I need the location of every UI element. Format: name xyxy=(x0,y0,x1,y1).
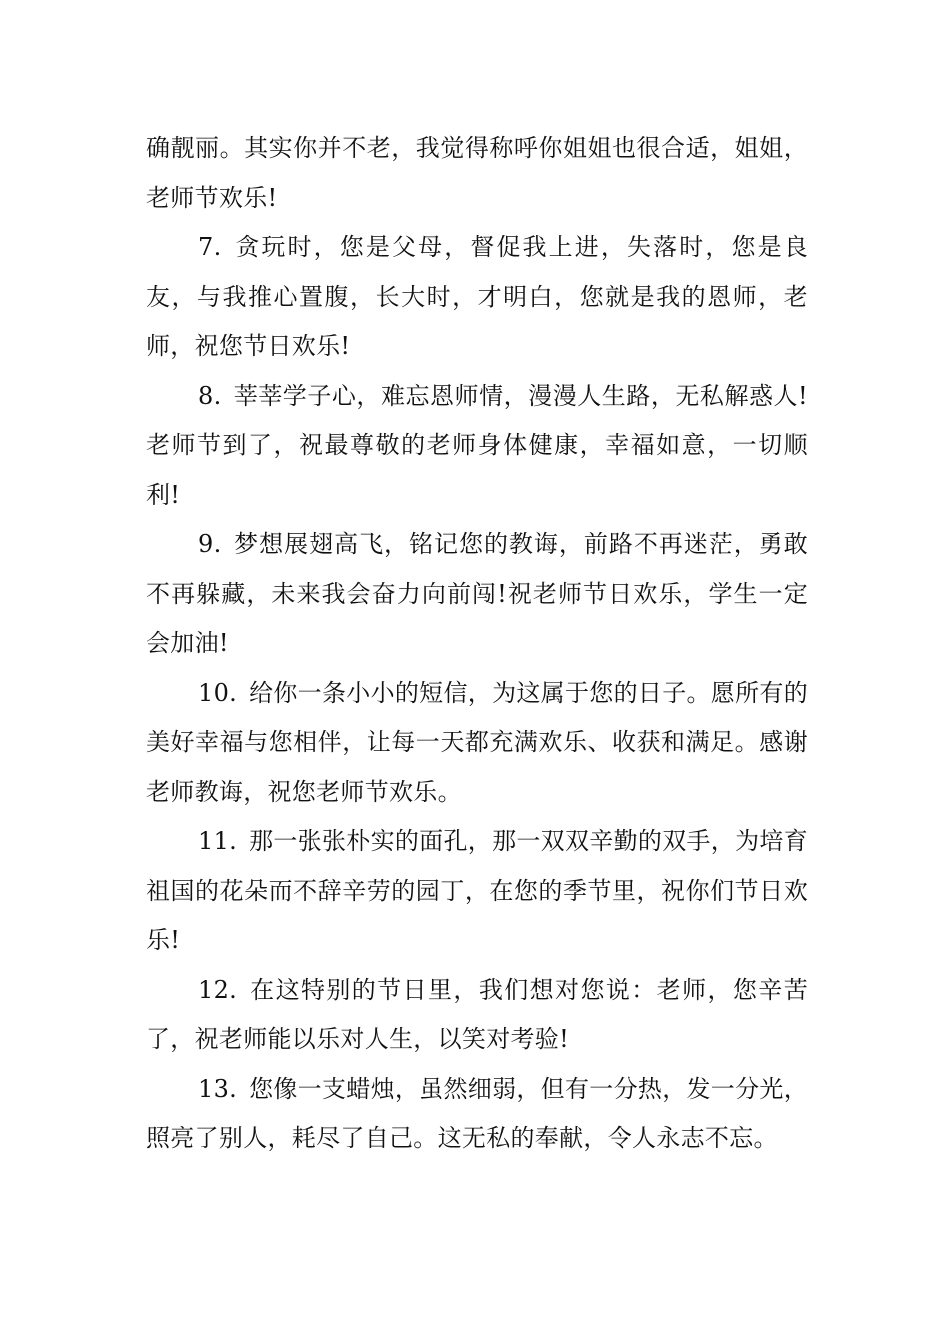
item-text: 您像一支蜡烛，虽然细弱，但有一分热，发一分光，照亮了别人，耗尽了自己。这无私的奉献，令人永志不忘。 xyxy=(146,1074,808,1152)
item-text: 在这特别的节日里，我们想对您说：老师，您辛苦了，祝老师能以乐对人生，以笑对考验! xyxy=(146,975,808,1053)
item-text: 梦想展翅高飞，铭记您的教诲，前路不再迷茫，勇敢不再躲藏，未来我会奋力向前闯!祝老师节日欢乐，学生一定会加油! xyxy=(146,530,808,657)
item-text: 给你一条小小的短信，为这属于您的日子。愿所有的美好幸福与您相伴，让每一天都充满欢乐、收获和满足。感谢老师教诲，祝您老师节欢乐。 xyxy=(146,678,808,806)
list-item-10 xyxy=(146,669,808,818)
list-item-7 xyxy=(146,223,808,372)
item-number: 7. xyxy=(198,233,222,261)
list-item-8 xyxy=(146,372,808,521)
list-item-11 xyxy=(146,817,808,966)
list-item-13 xyxy=(146,1065,808,1164)
item-number: 13. xyxy=(198,1074,238,1103)
item-number: 11. xyxy=(198,827,238,855)
item-text: 贪玩时，您是父母，督促我上进，失落时，您是良友，与我推心置腹，长大时，才明白，您就是我的恩师，老师，祝您节日欢乐! xyxy=(146,233,808,360)
item-number: 12. xyxy=(198,975,238,1004)
item-number: 10. xyxy=(198,678,238,707)
document-body xyxy=(146,124,808,1164)
item-text: 那一张张朴实的面孔，那一双双辛勤的双手，为培育祖国的花朵而不辞辛劳的园丁，在您的季节里，祝你们节日欢乐! xyxy=(146,827,808,954)
item-text: 莘莘学子心，难忘恩师情，漫漫人生路，无私解惑人!老师节到了，祝最尊敬的老师身体健康，幸福如意，一切顺利! xyxy=(146,381,808,509)
list-item-12 xyxy=(146,966,808,1065)
list-item-9 xyxy=(146,520,808,669)
item-number: 8. xyxy=(198,381,222,410)
paragraph-continuation: 确靓丽。其实你并不老，我觉得称呼你姐姐也很合适，姐姐，老师节欢乐! xyxy=(146,134,808,212)
item-number: 9. xyxy=(198,530,222,558)
